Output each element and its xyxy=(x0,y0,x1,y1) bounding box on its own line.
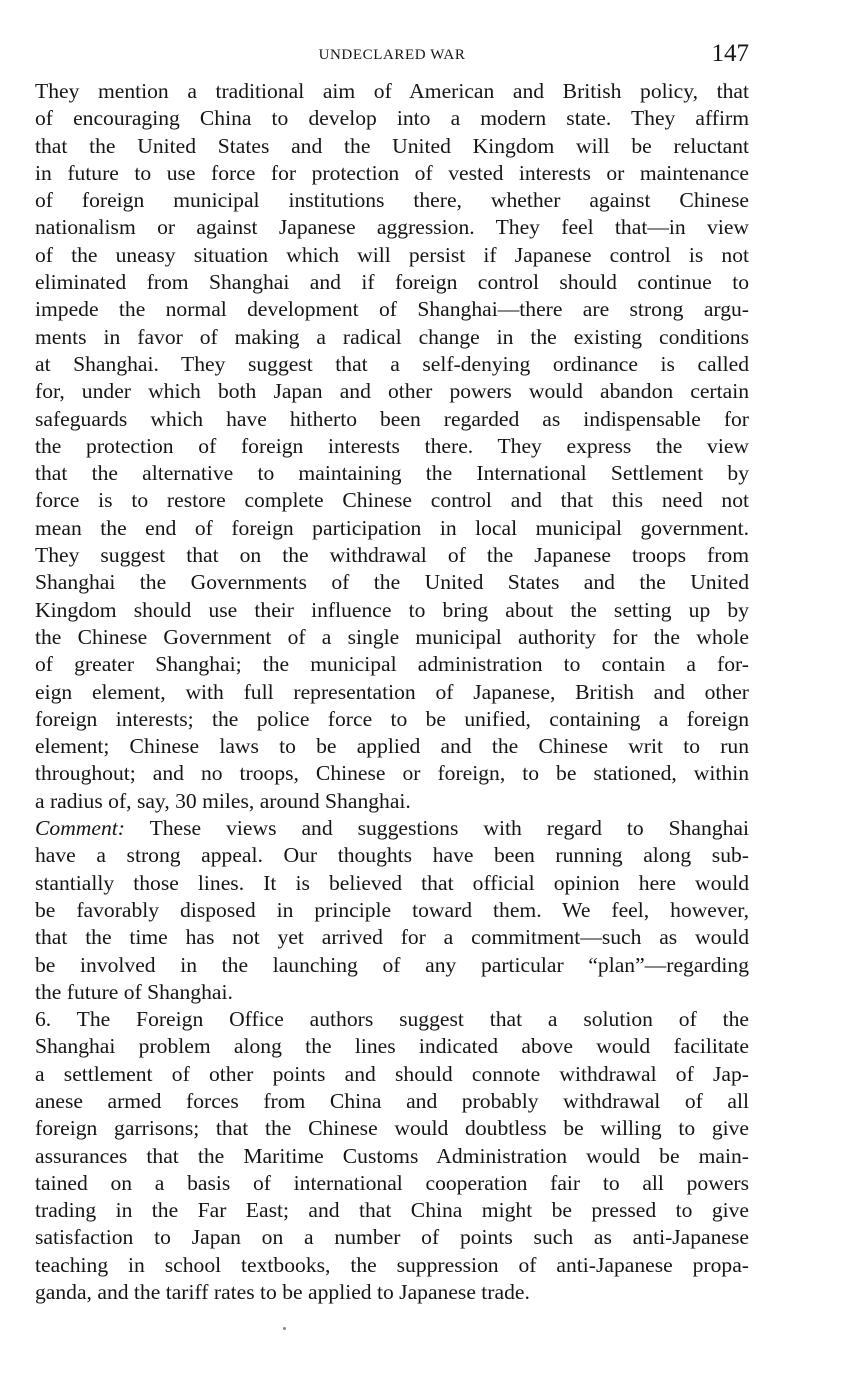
text-line: Shanghai problem along the lines indicated above would facilitate xyxy=(35,1034,749,1059)
text-line: that the alternative to maintaining the International Settlement by xyxy=(35,461,749,486)
text-line: ganda, and the tariff rates to be applied to Japanese trade. xyxy=(35,1280,530,1305)
text-line: safeguards which have hitherto been regarded as indispensable for xyxy=(35,406,749,431)
text-line: element; Chinese laws to be applied and the Chinese writ to run xyxy=(35,734,749,759)
text-line: of foreign municipal institutions there, whether against Chinese xyxy=(35,188,749,213)
text-line: foreign garrisons; that the Chinese would doubtless be willing to give xyxy=(35,1116,749,1141)
body-text xyxy=(35,78,749,1306)
text-line: be favorably disposed in principle toward them. We feel, however, xyxy=(35,897,749,922)
text-line: a radius of, say, 30 miles, around Shanghai. xyxy=(35,788,411,813)
text-line: a settlement of other points and should connote withdrawal of Jap- xyxy=(35,1061,749,1086)
text-line: eliminated from Shanghai and if foreign control should continue to xyxy=(35,270,749,295)
text-line: the protection of foreign interests there. They express the view xyxy=(35,433,749,458)
paragraph-continuation xyxy=(35,78,749,815)
text-line: that the time has not yet arrived for a commitment—such as would xyxy=(35,925,749,950)
text-line: satisfaction to Japan on a number of points such as anti-Japanese xyxy=(35,1225,749,1250)
text-line: ments in favor of making a radical change in the existing conditions xyxy=(35,324,749,349)
text-line: at Shanghai. They suggest that a self-denying ordinance is called xyxy=(35,351,749,376)
print-speck xyxy=(283,1327,286,1330)
text-line: Kingdom should use their influence to bring about the setting up by xyxy=(35,597,749,622)
text-line: have a strong appeal. Our thoughts have been running along sub- xyxy=(35,843,749,868)
text-line: 6. The Foreign Office authors suggest that a solution of the xyxy=(35,1007,749,1032)
text-line: eign element, with full representation of Japanese, British and other xyxy=(35,679,749,704)
comment-label: Comment: xyxy=(35,816,125,841)
text-line: assurances that the Maritime Customs Administration would be main- xyxy=(35,1143,749,1168)
text-line: impede the normal development of Shanghai—there are strong argu- xyxy=(35,297,749,322)
page-number: 147 xyxy=(711,40,749,67)
running-title: UNDECLARED WAR xyxy=(318,47,466,63)
running-head xyxy=(35,38,749,78)
text-line: that the United States and the United Kingdom will be reluctant xyxy=(35,133,749,158)
text-line: be involved in the launching of any particular “plan”—regarding xyxy=(35,952,749,977)
text-line: foreign interests; the police force to be unified, containing a foreign xyxy=(35,706,749,731)
text-line: force is to restore complete Chinese control and that this need not xyxy=(35,488,749,513)
text-line: the future of Shanghai. xyxy=(35,979,233,1004)
text-line: anese armed forces from China and probably withdrawal of all xyxy=(35,1088,749,1113)
text-line: trading in the Far East; and that China might be pressed to give xyxy=(35,1198,749,1223)
text-line: of greater Shanghai; the municipal administration to contain a for- xyxy=(35,652,749,677)
text-line: nationalism or against Japanese aggression. They feel that—in view xyxy=(35,215,749,240)
text-line: tained on a basis of international cooperation fair to all powers xyxy=(35,1170,749,1195)
text-line: mean the end of foreign participation in local municipal government. xyxy=(35,515,749,540)
text-line: of encouraging China to develop into a modern state. They affirm xyxy=(35,106,749,131)
text-line: Shanghai the Governments of the United States and the United xyxy=(35,570,749,595)
text-line: for, under which both Japan and other powers would abandon certain xyxy=(35,379,749,404)
text-line: stantially those lines. It is believed that official opinion here would xyxy=(35,870,749,895)
comment-paragraph xyxy=(35,815,749,1006)
text-line: They mention a traditional aim of American and British policy, that xyxy=(35,79,749,103)
text-line: teaching in school textbooks, the suppression of anti-Japanese propa- xyxy=(35,1252,749,1277)
comment-first-line-text: These views and suggestions with regard to Shanghai xyxy=(149,816,749,841)
comment-first-line xyxy=(35,815,749,842)
text-line: They suggest that on the withdrawal of the Japanese troops from xyxy=(35,543,749,568)
text-line: of the uneasy situation which will persist if Japanese control is not xyxy=(35,242,749,267)
book-page xyxy=(35,38,749,1306)
text-line: throughout; and no troops, Chinese or foreign, to be stationed, within xyxy=(35,761,749,786)
text-line: the Chinese Government of a single municipal authority for the whole xyxy=(35,624,749,649)
section-6-paragraph xyxy=(35,1006,749,1306)
text-line: in future to use force for protection of vested interests or maintenance xyxy=(35,160,749,185)
